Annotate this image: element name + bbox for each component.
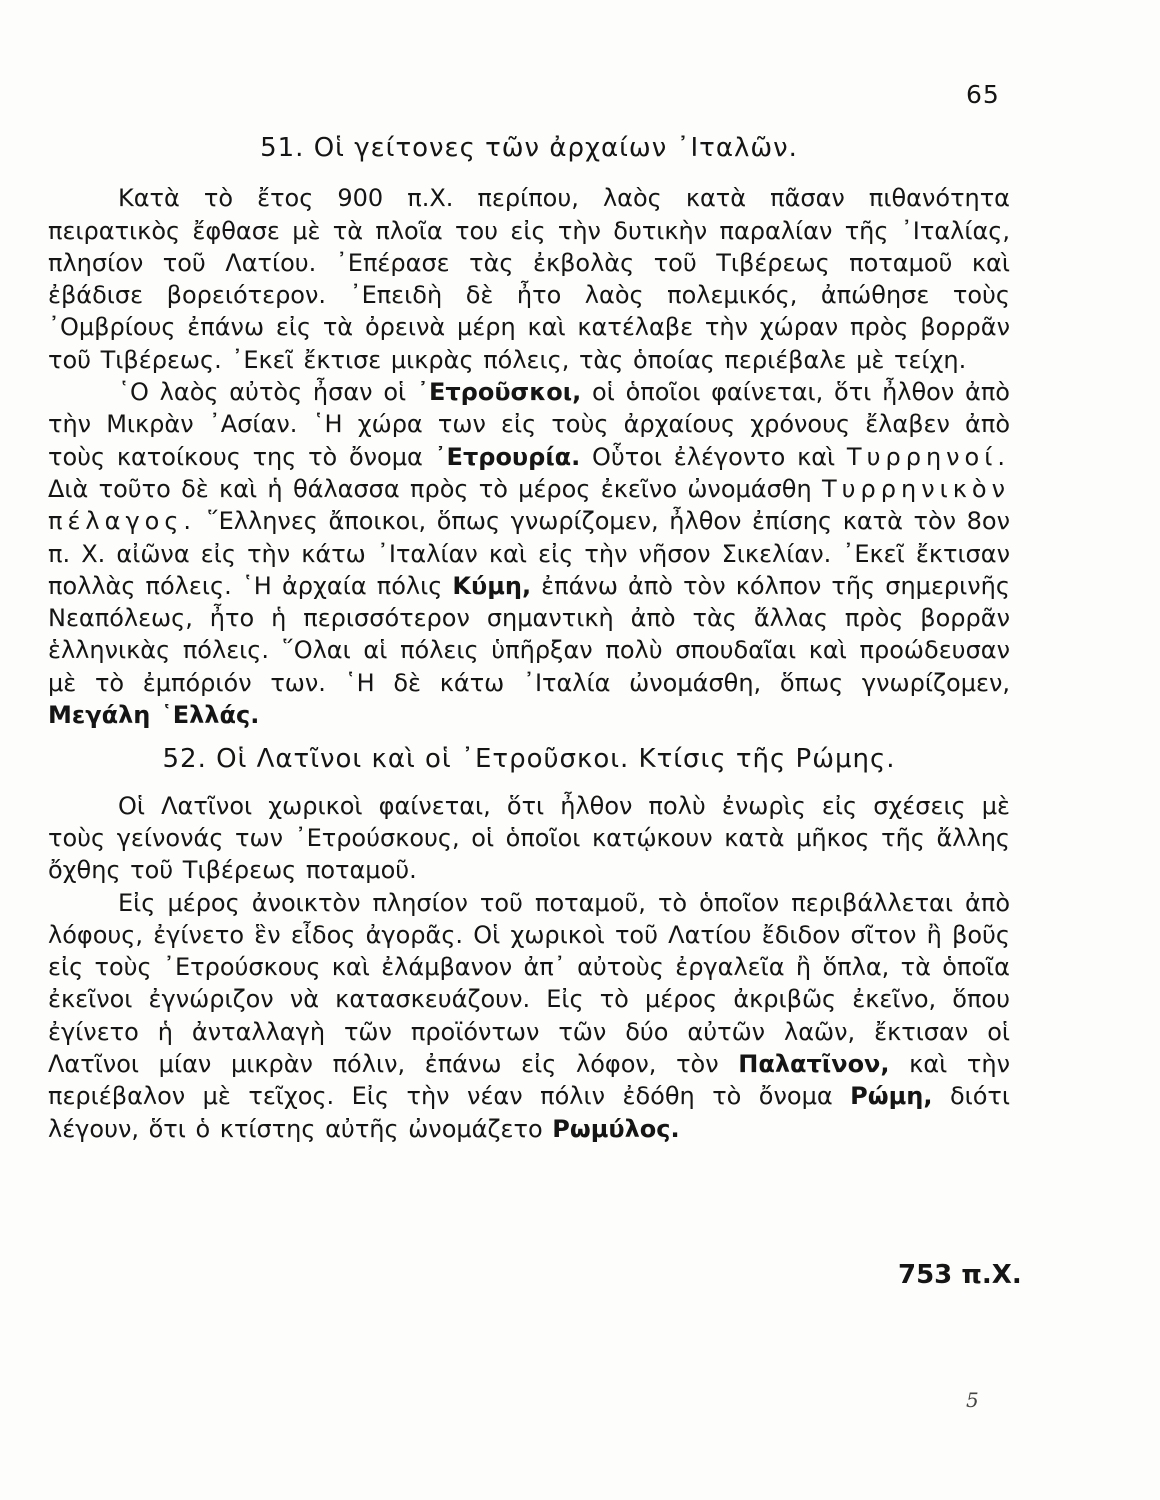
text-run: ἐπάνω ἀπὸ τὸν κόλπον τῆς σημερινῆς Νεαπόλεως, ἦτο ἡ περισσότερον σημαντικὴ ἀπὸ τὰς ἄλλας πρὸς βορρᾶν ἑλληνικὰς πόλεις. ῞Ολαι αἱ πόλεις ὑπῆρξαν πολὺ σπουδαῖαι καὶ προώδευσαν μὲ τὸ ἐμπόριόν των. ῾Η δὲ κάτω ᾿Ιταλία ὠνομάσθη, ὅπως γνωρίζομεν, <box>48 571 1010 697</box>
bold-term-cumae: Κύμη, <box>452 571 532 600</box>
text-run: Οὗτοι ἐλέγοντο καὶ <box>580 442 847 471</box>
bold-term-romulus: Ρωμύλος. <box>552 1114 680 1143</box>
section-52-paragraph-2 <box>48 887 1010 1145</box>
bold-term-etruscans: ᾿Ετροῦσκοι, <box>416 378 582 407</box>
text-run: ῞Ελληνες ἄποικοι, ὅπως γνωρίζομεν, ἦλθον ἐπίσης κατὰ τὸν 8ον π. Χ. αἰῶνα εἰς τὴν κάτω ᾿Ιταλίαν καὶ εἰς τὴν νῆσον Σικελίαν. ᾿Εκεῖ ἔκτισαν πολλὰς πόλεις. ῾Η ἀρχαία πόλις <box>48 507 1010 600</box>
section-52-heading: 52. Οἱ Λατῖνοι καὶ οἱ ᾿Ετροῦσκοι. Κτίσις τῆς Ρώμης. <box>162 744 896 775</box>
text-run: Διὰ τοῦτο δὲ καὶ ἡ θάλασσα πρὸς τὸ μέρος ἐκεῖνο ὠνομάσθη <box>48 474 822 503</box>
text-run: διότι λέγουν, ὅτι ὁ κτίστης αὐτῆς ὠνομάζετο <box>48 1082 1011 1143</box>
section-51-paragraph-2 <box>48 376 1010 731</box>
text-run: οἱ ὁποῖοι φαίνεται, ὅτι ἦλθον ἀπὸ τὴν Μικρὰν ᾿Ασίαν. ῾Η χώρα των εἰς τοὺς ἀρχαίους χρόνους ἔλαβεν ἀπὸ τοὺς κατοίκους της τὸ ὄνομα <box>48 378 1010 471</box>
section-52-paragraph-1: Οἱ Λατῖνοι χωρικοὶ φαίνεται, ὅτι ἦλθον πολὺ ἐνωρὶς εἰς σχέσεις μὲ τοὺς γείνονάς των ᾿Ετρούσκους, οἱ ὁποῖοι κατῴκουν κατὰ μῆκος τῆς ἄλλης ὄχθης τοῦ Τιβέρεως ποταμοῦ. <box>48 791 1010 885</box>
text-run: Εἰς μέρος ἀνοικτὸν πλησίον τοῦ ποταμοῦ, τὸ ὁποῖον περιβάλλεται ἀπὸ λόφους, ἐγίνετο ἓν εἶδος ἀγορᾶς. Οἱ χωρικοὶ τοῦ Λατίου ἔδιδον σῖτον ἢ βοῦς εἰς τοὺς ᾿Ετρούσκους καὶ ἐλάμβανον ἀπ᾿ αὐτοὺς ἐργαλεῖα ἢ ὅπλα, τὰ ὁποῖα ἐκεῖνοι ἐγνώριζον νὰ κατασκευάζουν. Εἰς τὸ μέρος ἀκριβῶς ἐκεῖνο, ὅπου ἐγίνετο ἡ ἀνταλλαγὴ τῶν προϊόντων τῶν δύο αὐτῶν λαῶν, ἔκτισαν οἱ Λατῖνοι μίαν μικρὰν πόλιν, ἐπάνω εἰς λόφον, τὸν <box>48 888 1010 1079</box>
text-run: καὶ τὴν περιέβαλον μὲ τεῖχος. Εἰς τὴν νέαν πόλιν ἐδόθη τὸ ὄνομα <box>48 1050 1010 1111</box>
text-run: ῾Ο λαὸς αὐτὸς ἦσαν οἱ <box>118 378 417 407</box>
spaced-term-tyrrhenians: Τυρρηνοί. <box>846 442 1010 471</box>
spaced-term-tyrrhenian-sea: Τυρρηνικὸν πέλαγος. <box>48 474 1010 536</box>
section-51-heading: 51. Οἱ γείτονες τῶν ἀρχαίων ᾿Ιταλῶν. <box>260 133 798 163</box>
section-51-paragraph-1: Κατὰ τὸ ἔτος 900 π.Χ. περίπου, λαὸς κατὰ πᾶσαν πιθανότητα πειρατικὸς ἔφθασε μὲ τὰ πλοῖα του εἰς τὴν δυτικὴν παραλίαν τῆς ᾿Ιταλίας, πλησίον τοῦ Λατίου. ᾿Επέρασε τὰς ἐκβολὰς τοῦ Τιβέρεως ποταμοῦ καὶ ἐβάδισε βορειότερον. ᾿Επειδὴ δὲ ἦτο λαὸς πολεμικός, ἀπώθησε τοὺς ᾿Ομβρίους ἐπάνω εἰς τὰ ὀρεινὰ μέρη καὶ κατέλαβε τὴν χώραν πρὸς βορρᾶν τοῦ Τιβέρεως. ᾿Εκεῖ ἔκτισε μικρὰς πόλεις, τὰς ὁποίας περιέβαλε μὲ τείχη. <box>48 184 1010 374</box>
signature-mark: 5 <box>966 1388 979 1412</box>
page-number: 65 <box>966 80 1000 109</box>
bold-term-rome: Ρώμη, <box>850 1082 933 1111</box>
margin-date-note: 753 π.Χ. <box>898 1260 1022 1290</box>
bold-term-magna-graecia: Μεγάλη ῾Ελλάς. <box>48 701 260 730</box>
bold-term-palatine: Παλατῖνον, <box>738 1050 890 1079</box>
bold-term-etruria: ᾿Ετρουρία. <box>434 442 581 471</box>
text-column <box>48 132 1010 1145</box>
